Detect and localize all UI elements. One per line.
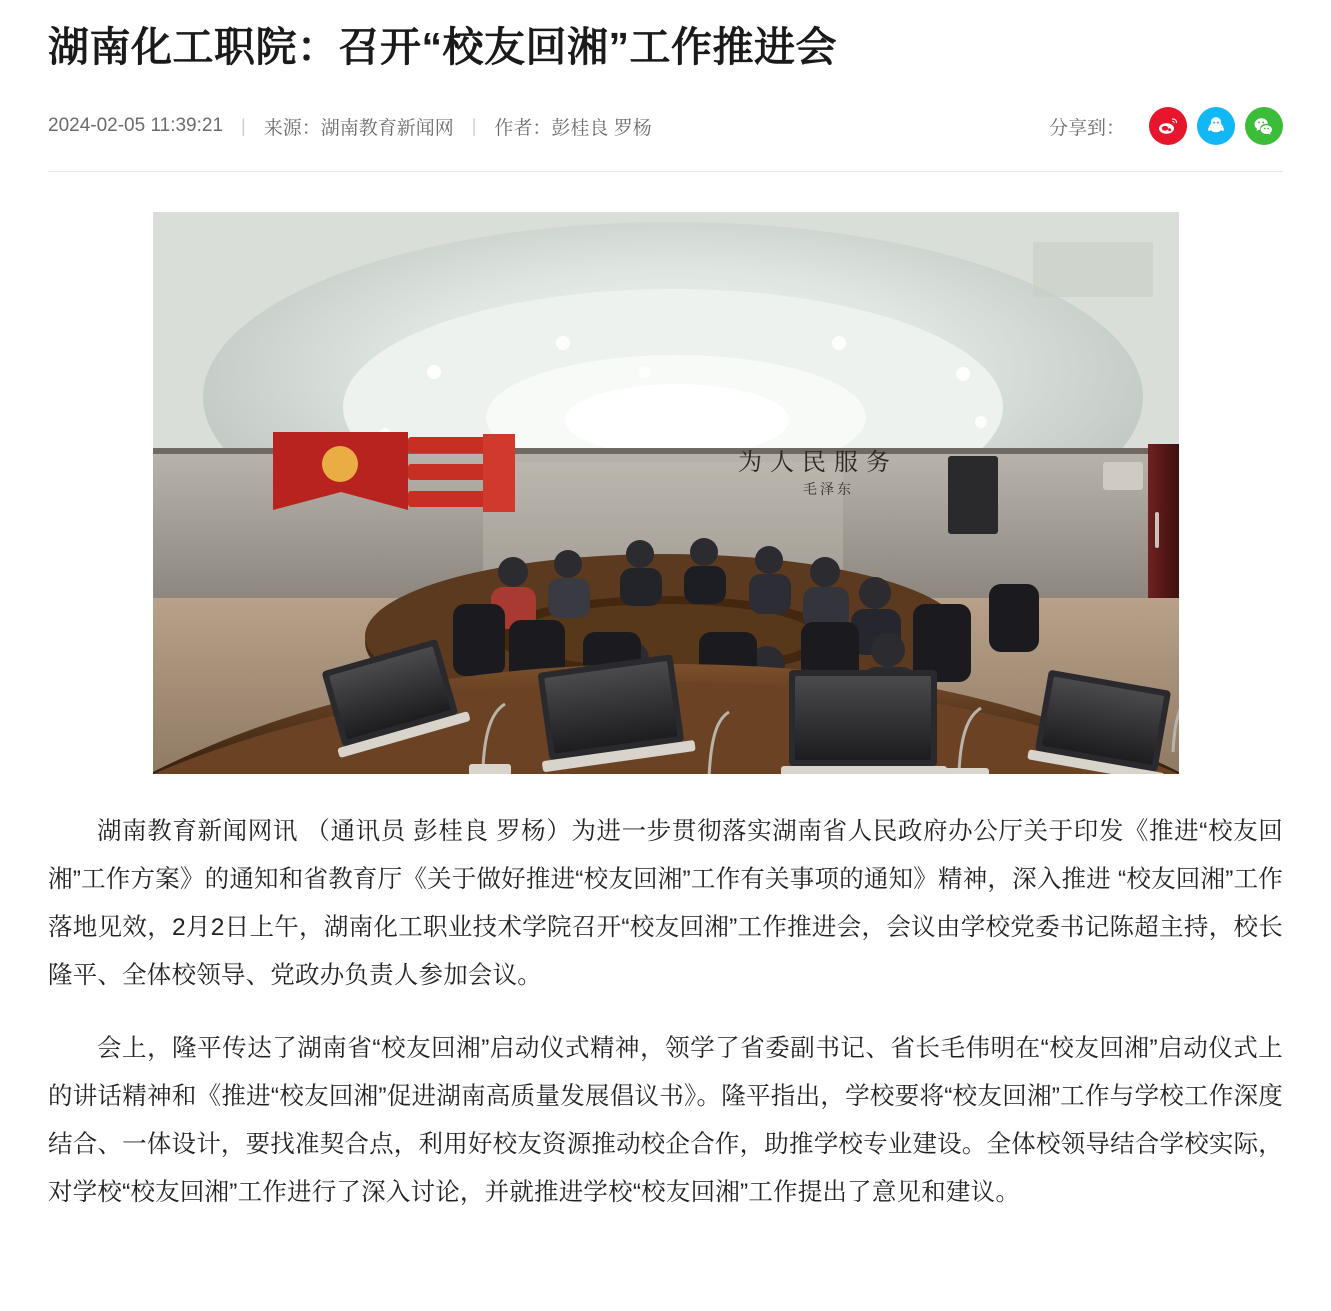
share-bar <box>1049 107 1283 145</box>
share-label: 分享到： <box>1048 117 1125 139</box>
qq-share-icon[interactable] <box>1197 107 1235 145</box>
weibo-share-icon[interactable] <box>1149 107 1187 145</box>
article-meta <box>48 107 1283 171</box>
article-author: 作者：彭桂良 罗杨 <box>494 117 652 139</box>
wechat-share-icon[interactable] <box>1245 107 1283 145</box>
article-figure <box>48 212 1283 774</box>
meta-divider-1: | <box>241 115 246 136</box>
article-body <box>48 808 1283 1216</box>
article-source: 来源：湖南教育新闻网 <box>263 117 454 139</box>
svg-text:毛泽东: 毛泽东 <box>802 483 854 499</box>
publish-timestamp: 2024-02-05 11:39:21 <box>48 115 224 137</box>
article-paragraph-1: 湖南教育新闻网讯 （通讯员 彭桂良 罗杨）为进一步贯彻落实湖南省人民政府办公厅关于印发《推进“校友回湘”工作方案》的通知和省教育厅《关于做好推进“校友回湘”工作有关事项的通知》精神，深入推进 “校友回湘”工作落地见效，2月2日上午，湖南化工职业技术学院召开“校友回湘”工作推进会，会议由学校党委书记陈超主持，校长隆平、全体校领导、党政办负责人参加会议。 <box>48 818 1283 989</box>
svg-text:为人民服务: 为人民服务 <box>737 450 898 477</box>
meeting-photo <box>153 212 1179 774</box>
article-paragraph-2: 会上，隆平传达了湖南省“校友回湘”启动仪式精神，领学了省委副书记、省长毛伟明在“校友回湘”启动仪式上的讲话精神和《推进“校友回湘”促进湖南高质量发展倡议书》。隆平指出，学校要将“校友回湘”工作与学校工作深度结合、一体设计，要找准契合点，利用好校友资源推动校企合作，助推学校专业建设。全体校领导结合学校实际，对学校“校友回湘”工作进行了深入讨论，并就推进学校“校友回湘”工作提出了意见和建议。 <box>48 1035 1283 1206</box>
meta-divider-2: | <box>471 115 477 136</box>
page-title: 湖南化工职院：召开“校友回湘”工作推进会 <box>48 24 837 70</box>
header-divider <box>48 171 1283 172</box>
article-page <box>0 22 1331 1216</box>
